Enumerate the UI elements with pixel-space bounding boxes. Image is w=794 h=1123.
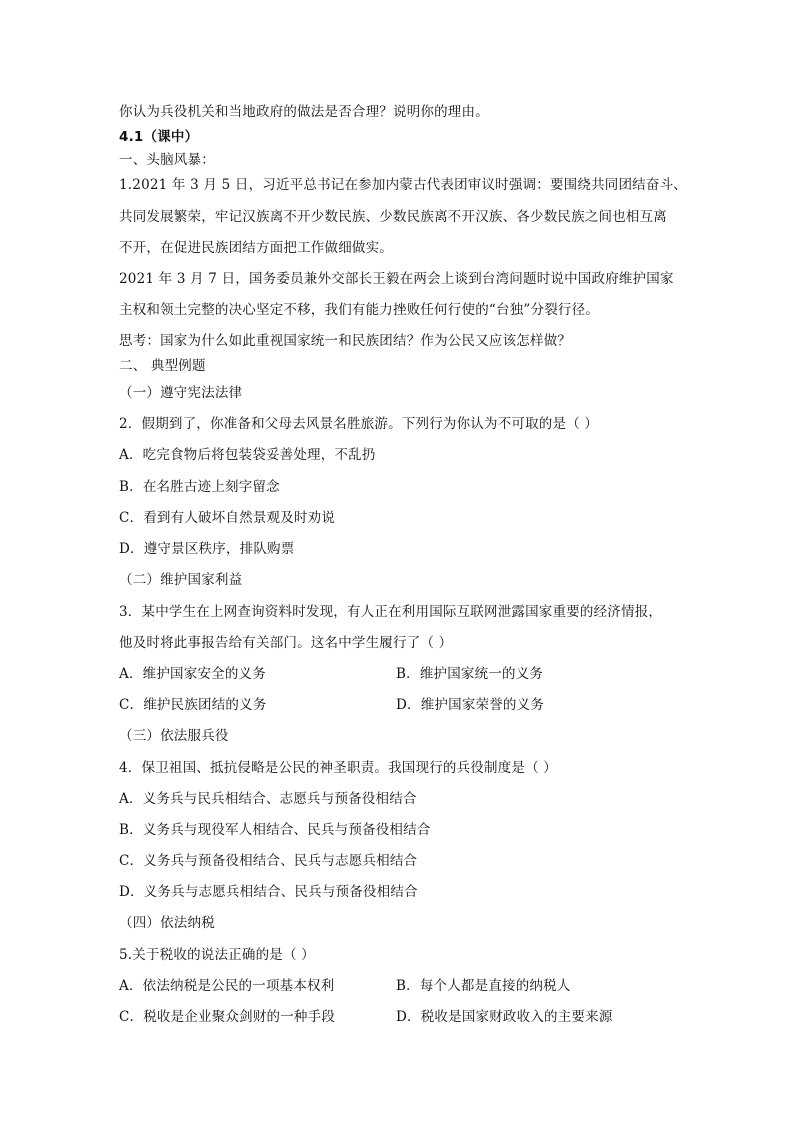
option-b: B．在名胜古迹上刻字留念: [119, 479, 280, 495]
brainstorm-paragraph-line: 2021 年 3 月 7 日，国务委员兼外交部长王毅在两会上谈到台湾问题时说中国政府维护国家: [119, 271, 674, 287]
brainstorm-paragraph-line: 不开，在促进民族团结方面把工作做细做实。: [119, 240, 393, 256]
brainstorm-paragraph-line: 共同发展繁荣，牢记汉族离不开少数民族、少数民族离不开汉族、各少数民族之间也相互离: [119, 209, 667, 225]
option-d: D．税收是国家财政收入的主要来源: [396, 1009, 613, 1025]
section-heading: 4.1（课中）: [119, 129, 199, 145]
question-3-line: 3．某中学生在上网查询资料时发现，有人正在利用国际互联网泄露国家重要的经济情报，: [119, 604, 663, 620]
subsection-heading: （二）维护国家利益: [119, 572, 243, 588]
question-3-line: 他及时将此事报告给有关部门。这名中学生履行了（ ）: [119, 635, 453, 651]
subsection-heading: （三）依法服兵役: [119, 728, 229, 744]
option-d: D．义务兵与志愿兵相结合、民兵与预备役相结合: [119, 884, 418, 900]
brainstorm-paragraph-line: 主权和领土完整的决心坚定不移，我们有能力挫败任何行使的“台独”分裂行径。: [119, 302, 600, 318]
option-b: B．维护国家统一的义务: [396, 666, 544, 682]
think-question: 思考：国家为什么如此重视国家统一和民族团结？作为公民又应该怎样做？: [119, 333, 572, 349]
question-4: 4．保卫祖国、抵抗侵略是公民的神圣职责。我国现行的兵役制度是（ ）: [119, 760, 557, 776]
option-d: D．遵守景区秩序，排队购票: [119, 541, 295, 557]
option-b: B．每个人都是直接的纳税人: [396, 978, 571, 994]
option-c: C．税收是企业聚众剑财的一种手段: [119, 1009, 336, 1025]
subsection-heading: （一）遵守宪法法律: [119, 385, 243, 401]
question-2: 2．假期到了，你准备和父母去风景名胜旅游。下列行为你认为不可取的是（ ）: [119, 416, 599, 432]
brainstorm-heading: 一、头脑风暴：: [119, 152, 215, 168]
intro-question: 你认为兵役机关和当地政府的做法是否合理？说明你的理由。: [119, 104, 489, 120]
option-a: A．依法纳税是公民的一项基本权利: [119, 978, 335, 994]
option-c: C．义务兵与预备役相结合、民兵与志愿兵相结合: [119, 853, 418, 869]
option-c: C．维护民族团结的义务: [119, 697, 267, 713]
examples-heading: 二、 典型例题: [119, 358, 206, 374]
subsection-heading: （四）依法纳税: [119, 915, 215, 931]
option-a: A．义务兵与民兵相结合、志愿兵与预备役相结合: [119, 791, 417, 807]
option-d: D．维护国家荣誉的义务: [396, 697, 545, 713]
option-b: B．义务兵与现役军人相结合、民兵与预备役相结合: [119, 822, 431, 838]
option-a: A．维护国家安全的义务: [119, 666, 266, 682]
question-5: 5.关于税收的说法正确的是（ ）: [119, 947, 315, 963]
option-c: C．看到有人破坏自然景观及时劝说: [119, 510, 336, 526]
option-a: A．吃完食物后将包装袋妥善处理，不乱扔: [119, 447, 376, 463]
brainstorm-paragraph-line: 1.2021 年 3 月 5 日，习近平总书记在参加内蒙古代表团审议时强调：要围绕共同团结奋斗、: [119, 177, 687, 193]
